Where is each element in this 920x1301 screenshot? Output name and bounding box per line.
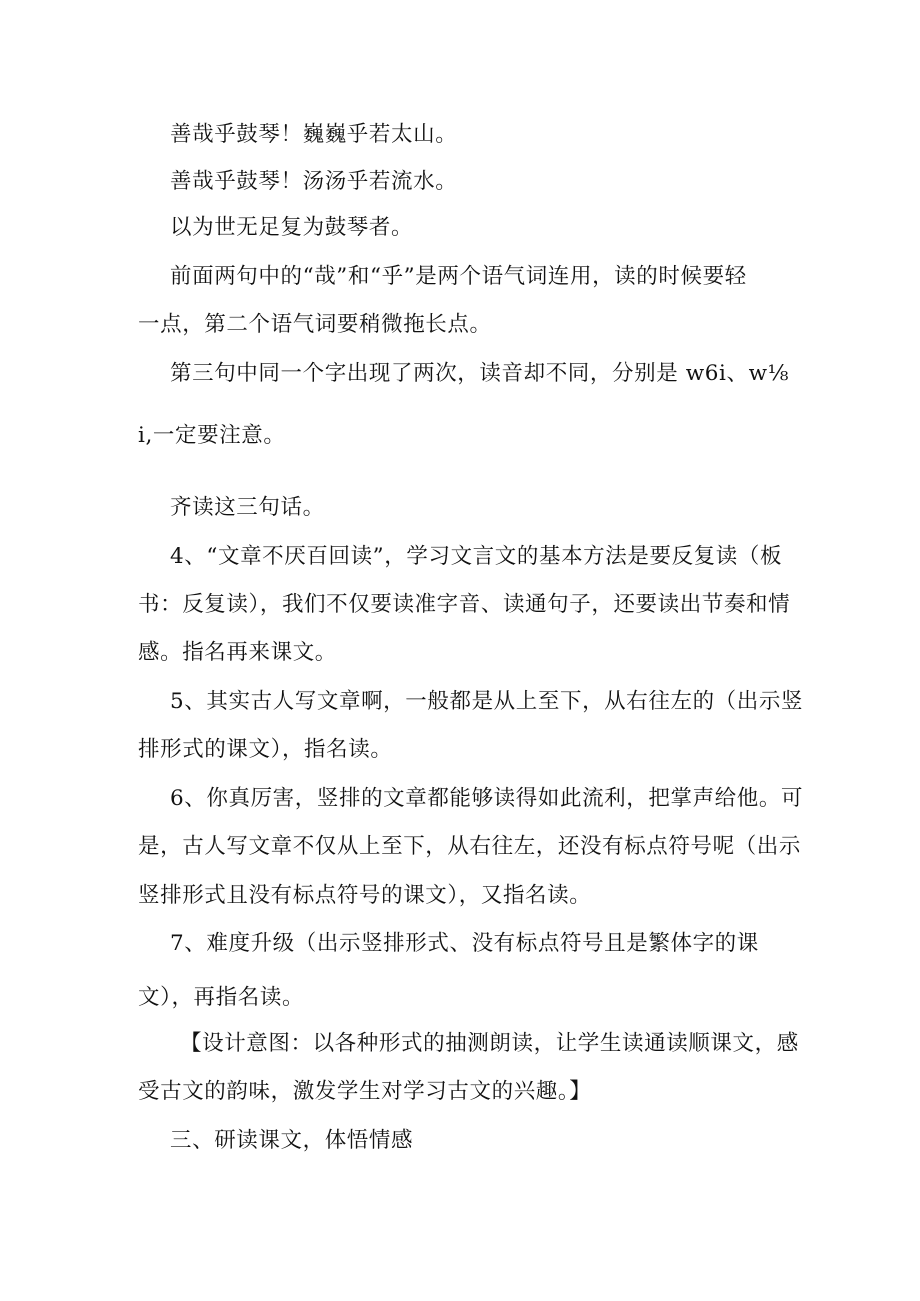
text-line: 以为世无足复为鼓琴者。 (170, 215, 414, 240)
text-line: 第三句中同一个字出现了两次，读音却不同，分别是 w6i、w⅛ (170, 361, 790, 386)
text-line: 感。指名再来课文。 (138, 640, 337, 665)
text-line: 文），再指名读。 (138, 985, 305, 1010)
text-line: 排形式的课文），指名读。 (138, 737, 393, 762)
text-line: 善哉乎鼓琴！巍巍乎若太山。 (170, 122, 458, 147)
text-line: 是，古人写文章不仅从上至下，从右往左，还没有标点符号呢（出示 (138, 834, 802, 859)
text-line: 4、“文章不厌百回读”，学习文言文的基本方法是要反复读（板 (170, 544, 783, 569)
section-heading: 三、研读课文，体悟情感 (170, 1128, 414, 1153)
text-line: 7、难度升级（出示竖排形式、没有标点符号且是繁体字的课 (170, 931, 759, 956)
text-line: 一点，第二个语气词要稍微拖长点。 (138, 312, 492, 337)
text-line: 书：反复读），我们不仅要读准字音、读通句子，还要读出节奏和情 (138, 592, 791, 617)
text-line: 齐读这三句话。 (170, 495, 325, 520)
text-line: 受古文的韵味，激发学生对学习古文的兴趣。】 (138, 1079, 592, 1104)
text-line: 6、你真厉害，竖排的文章都能够读得如此流利，把掌声给他。可 (170, 786, 804, 811)
text-line: 竖排形式且没有标点符号的课文），又指名读。 (138, 883, 592, 908)
text-line: i,一定要注意。 (138, 423, 286, 448)
text-line: 前面两句中的“哉”和“乎”是两个语气词连用，读的时候要轻 (170, 264, 747, 289)
text-line: 善哉乎鼓琴！汤汤乎若流水。 (170, 169, 458, 194)
text-line: 5、其实古人写文章啊，一般都是从上至下，从右往左的（出示竖 (170, 689, 804, 714)
text-line: 【设计意图：以各种形式的抽测朗读，让学生读通读顺课文，感 (180, 1031, 799, 1056)
